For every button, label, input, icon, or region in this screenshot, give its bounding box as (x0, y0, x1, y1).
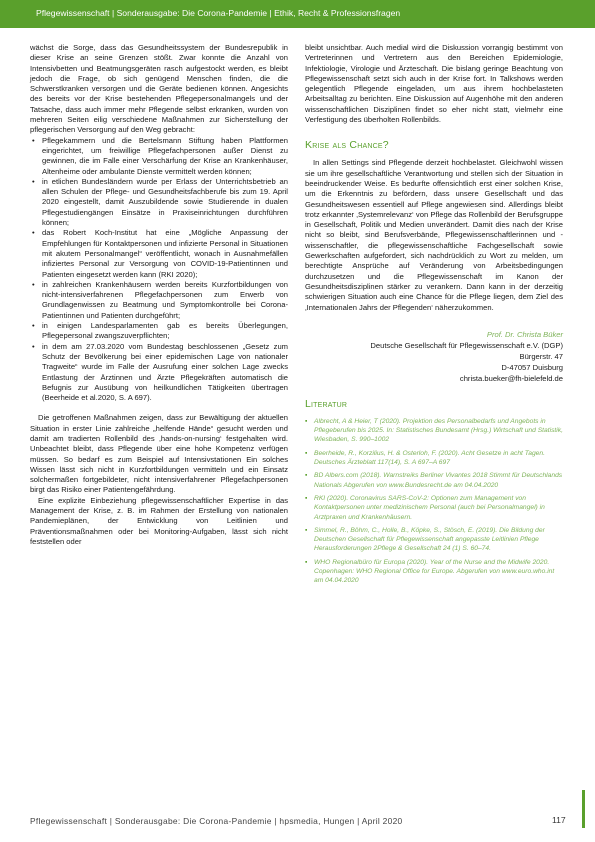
list-item: ▪ BD Albers.com (2018). Warnstreiks Berliner Vivantes 2018 Stimmt für Deutschlands Nationals Abgerufen von www.Bundesrecht.de am 04.04.2020 (305, 471, 563, 490)
page-number: 117 (552, 815, 566, 825)
list-item: • in einigen Landesparlamenten gab es bereits Überlegungen, Pflegepersonal zwangszuverpflichten; (30, 321, 288, 342)
list-item: ▪ Simmel, R., Böhm, C., Holle, B., Köpke, S., Stösch, E. (2019). Die Bildung der Deutschen Gesellschaft für Pflegewissenschaft angepasste Leitlinien Pflege Herausforderungen 2Pflege & Gesellschaft 24 (1) S. 60–74. (305, 526, 563, 554)
body-paragraph: In allen Settings sind Pflegende derzeit hochbelastet. Gleichwohl wissen sie um ihre gesellschaftliche Verantwortung und stellen sich der Situation in beeindruckender Weise. Es bedurfte offensichtlich erst einer solchen Krise, um die Erkenntnis zu befördern, dass unsere Gesellschaft und das Gesundheitswesen essentiell auf Pflege angewiesen sind. Allerdings bleibt trotz erkannter ‚Systemrelevanz‘ von Pflege das Rollenbild der Berufsgruppe in Gesellschaft, Politik und Medien unverändert. Damit dies nach der Krise nicht so bleibt, sind Berufsverbände, Pflegewissenschaftlerinnen und -wissenschaftler, die pflegewissenschaftliche Fachgesellschaft sowie Gewerkschaften aufgefordert, sich nachdrücklich zu Wort zu melden, um berechtigte Ansprüche auf Veränderung von Arbeitsbedingungen durchzusetzen und die Pflegewissenschaft im Kanon der Gesundheitsdisziplinen stärker zu verankern. Dann kann in der derzeitig schwierigen Situation auch eine Chance für die Pflege liegen, dem Ziel des ‚Internationalen Jahrs der Pflegenden‘ näherzukommen. (305, 158, 563, 312)
list-item: ▪ Beerheide, R., Korzilius, H. & Osterloh, F. (2020). Acht Gesetze in acht Tagen. Deutsches Ärzteblatt 117(14), S. A 697–A 697 (305, 449, 563, 468)
right-column (305, 43, 563, 590)
list-item: ▪ RKI (2020). Coronavirus SARS-CoV-2: Optionen zum Management von Kontaktpersonen unter medizinischem Personal (auch bei Personalmangel) in Arztpraxen und Krankenhäusern. (305, 494, 563, 522)
body-paragraph: Die getroffenen Maßnahmen zeigen, dass zur Bewältigung der aktuellen Situation in erster Linie zahlreiche „helfende Hände“ gesucht werden und damit am tradierten Rollenbild des ‚hands-on-nursing‘ festgehalten wird. Unbeachtet bleibt, dass Pflegende über eine hohe Kompetenz verfügen müssen. So bedarf es zum Beispiel auf Intensivstationen Ein solches Wissen lässt sich nicht in Kurzfortbildungen vermitteln und ein Einsatz solchermaßen fortgebildeter, nicht intensiverfahrener Pflegefachpersonen birgt das Risiko einer Patientengefährdung. (30, 413, 288, 495)
author-city: D-47057 Duisburg (501, 362, 563, 372)
measures-list (30, 136, 288, 404)
margin-accent-bar (582, 790, 585, 828)
list-item: • in zahlreichen Krankenhäusern werden bereits Kurzfortbildungen von nicht-intensiverfahrenen Pflegefachpersonen zum Erwerb von Grundlagenwissen zu Beatmung und Symptomkontrolle bei Corona-Patientinnen und Patienten durchgeführt; (30, 280, 288, 321)
author-street: Bürgerstr. 47 (519, 351, 563, 361)
left-column (30, 43, 288, 547)
list-item: • in dem am 27.03.2020 vom Bundestag beschlossenen „Gesetz zum Schutz der Bevölkerung bei einer epidemischen Lage von nationaler Tragweite“ wurde im Falle der Ausrufung einer solchen Lage zwecks Entlastung der Ärztinnen und Ärzte Pflegekräften automatisch die Befugnis zur Ausübung von heilkundlichen Tätigkeiten übertragen (Beerheide et al.2020, S. A 697). (30, 342, 288, 404)
section-heading: Krise als Chance? (305, 139, 389, 152)
author-email[interactable]: christa.bueker@fh-bielefeld.de (459, 373, 563, 383)
author-name: Prof. Dr. Christa Büker (486, 329, 563, 339)
list-item: • Pflegekammern und die Bertelsmann Stiftung haben Plattformen eingerichtet, um freiwillige Pflegefachpersonen außer Dienst zu gewinnen, die im Falle einer Verschärfung der Krise an Krankenhäuser, Altenheime oder ambulante Dienste vermittelt werden können; (30, 136, 288, 177)
body-paragraph: Eine explizite Einbeziehung pflegewissenschaftlicher Expertise in das Management der Krise, z. B. im Rahmen der Erstellung von nationalen Pandemieplänen, der Entwicklung von Leitlinien und Präventionsmaßnahmen oder bei Monitoring-Aufgaben, lässt sich nicht feststellen oder (30, 495, 288, 546)
list-item: • das Robert Koch-Institut hat eine „Mögliche Anpassung der Empfehlungen für Kontaktpersonen und infizierte Personal in Situationen mit akutem Personalmangel“ veröffentlicht, wonach in Ausnahmefällen infiziertes Personal zur Versorgung von COVID-19-Patientinnen und Patienten eingesetzt werden kann (RKI 2020); (30, 228, 288, 279)
intro-paragraph: wächst die Sorge, dass das Gesundheitssystem der Bundesrepublik in dieser Krise an seine Grenzen stößt. Zwar konnte die Anzahl von Intensivbetten und Beatmungsgeräten rasch aufgestockt werden, es bleibt jedoch die Frage, ob sich genügend Menschen finden, die die Schwerstkranken versorgen und die Geräte bedienen können. Angesichts des bereits vor der Krise bestehenden Pflegepersonalmangels und der Tatsache, dass auch immer mehr Pflegende selbst erkranken, wurden von mehreren Seiten eilig verschiedene Maßnahmen zur Sicherstellung der pflegerischen Versorgung auf den Weg gebracht: (30, 43, 288, 135)
author-organization: Deutsche Gesellschaft für Pflegewissenschaft e.V. (DGP) (370, 340, 563, 350)
header-bar (0, 0, 595, 28)
section-heading: Literatur (305, 397, 348, 410)
body-paragraph: bleibt unsichtbar. Auch medial wird die Diskussion vorrangig bestimmt von Vertreterinnen und Vertretern aus den Bereichen Epidemiologie, Infektiologie, Virologie und Ärzteschaft. Die bislang geringe Beachtung von Pflegewissenschaft setzt sich auch in der Krise fort. In Talkshows werden gelegentlich Pflegende eingeladen, um aus ihrem hochbelasteten Arbeitsalltag zu berichten. Eine Diskussion auf Augenhöhe mit den anderen wissenschaftlichen Disziplinen findet so eher nicht statt, vielmehr eine Verfestigung des überholten Rollenbilds. (305, 43, 563, 125)
list-item: ▪ Albrecht, A & Heier, T (2020). Projektion des Personalbedarfs und Angebots in Pflegeberufen bis 2025. In: Statistisches Bundesamt (Hrsg.) Wirtschaft und Statistik, Wiesbaden, S. 990–1002 (305, 417, 563, 445)
literature-list (305, 417, 563, 586)
list-item: ▪ WHO Regionalbüro für Europa (2020). Year of the Nurse and the Midwife 2020. Copenhagen: WHO Regional Office for Europe. Abgerufen von www.euro.who.int am 04.04.2020 (305, 558, 563, 586)
author-signature (305, 329, 563, 384)
header-title: Pflegewissenschaft | Sonderausgabe: Die Corona-Pandemie | Ethik, Recht & Professionsfragen (36, 8, 401, 18)
footer-text: Pflegewissenschaft | Sonderausgabe: Die Corona-Pandemie | hpsmedia, Hungen | April 2020 (30, 816, 403, 826)
list-item: • in etlichen Bundesländern wurde per Erlass der Unterrichtsbetrieb an allen Schulen der Pflege- und Gesundheitsfachberufe bis zum 19. April 2020 eingestellt, damit Auszubildende sowie Studierende in dualen Pflegestudiengängen Einsätze in Praxiseinrichtungen durchführen können; (30, 177, 288, 228)
